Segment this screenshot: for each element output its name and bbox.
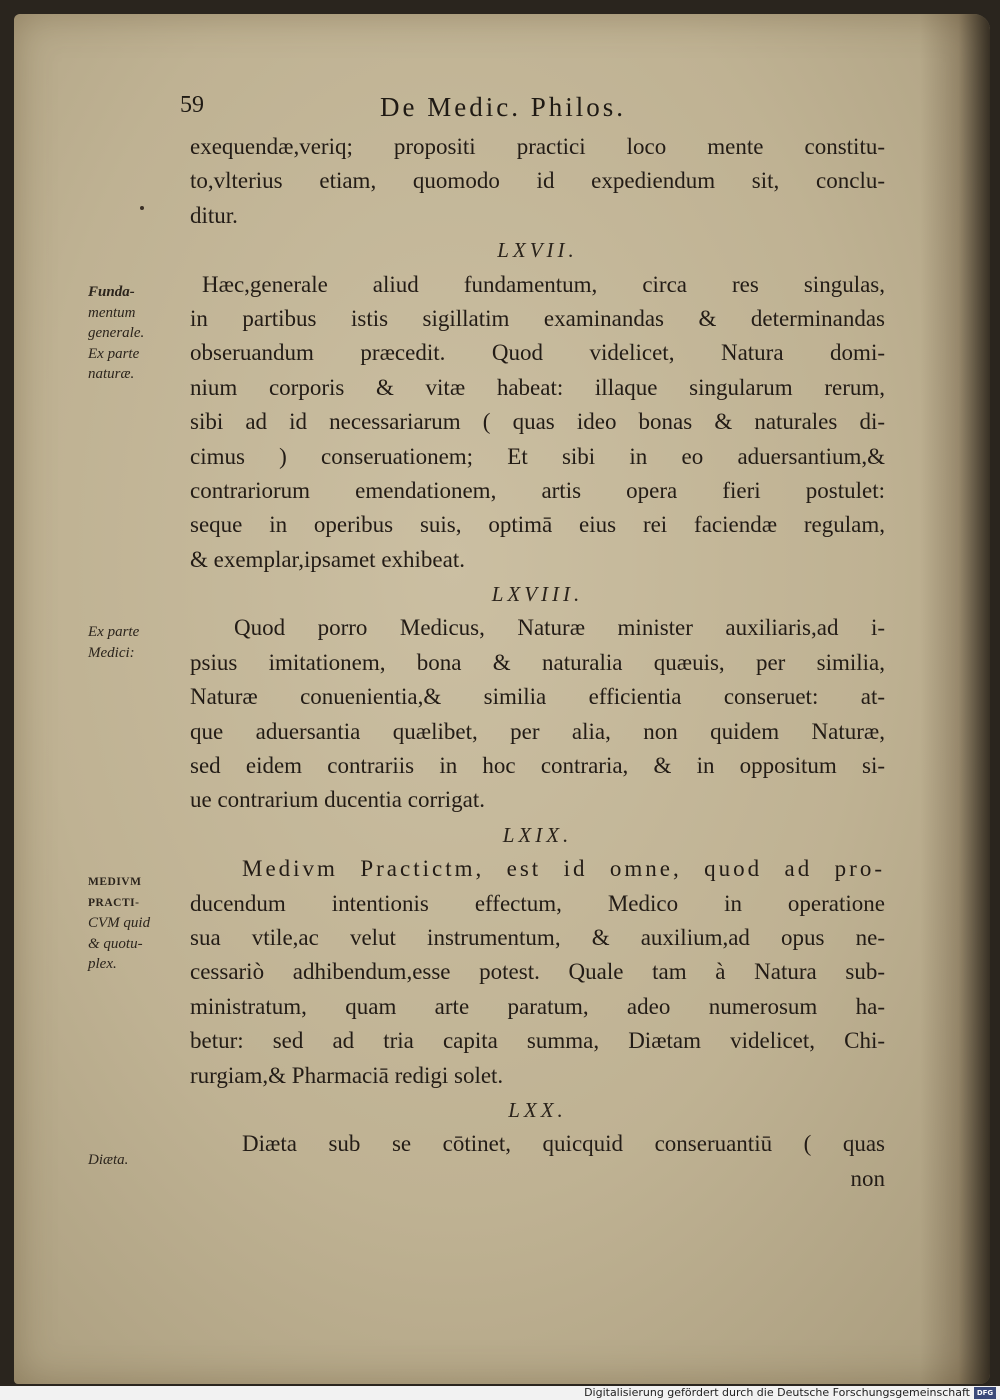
text-line: seque in operibus suis, optimā eius rei faciendæ regulam, <box>190 512 885 538</box>
marginal-note <box>88 872 188 975</box>
note-line: CVM quid <box>88 915 151 931</box>
footer-bar <box>0 1386 1000 1400</box>
page-gutter-shadow <box>920 14 990 1384</box>
section-number: LXVIII. <box>491 582 584 607</box>
text-line: Quod porro Medicus, Naturæ minister auxiliaris,ad i- <box>234 615 885 641</box>
note-line: & quotu- <box>88 935 143 952</box>
text-line: sua vtile,ac velut instrumentum, & auxilium,ad opus ne- <box>190 924 885 950</box>
text-line: cessariò adhibendum,esse potest. Quale tam à Natura sub- <box>190 959 885 985</box>
text-line: ditur. <box>190 202 238 228</box>
funding-credit: Digitalisierung gefördert durch die Deutsche Forschungsgemeinschaft <box>584 1386 970 1399</box>
text-line: Diæta sub se cōtinet, quicquid conseruantiū ( quas <box>242 1131 885 1157</box>
note-line: plex. <box>88 956 117 972</box>
note-line: Ex parte <box>88 345 140 362</box>
text-line: exequendæ,veriq; propositi practici loco mente constitu- <box>190 134 885 159</box>
text-line: ministratum, quam arte paratum, adeo numerosum ha- <box>190 993 885 1019</box>
text-line: betur: sed ad tria capita summa, Diætam videlicet, Chi- <box>190 1028 885 1054</box>
note-line: Funda- <box>88 284 135 300</box>
note-line: Ex parte <box>88 624 140 640</box>
section-number: LXX. <box>508 1097 567 1122</box>
marginal-note <box>88 1150 188 1171</box>
text-line: nium corporis & vitæ habeat: illaque singularum rerum, <box>190 374 885 400</box>
text-line: psius imitationem, bona & naturalia quæuis, per similia, <box>190 649 885 675</box>
main-text <box>190 130 885 1196</box>
dfg-logo-icon: DFG <box>974 1387 996 1399</box>
text-line: que aduersantia quælibet, per alia, non quidem Naturæ, <box>190 718 885 744</box>
text-line: & exemplar,ipsamet exhibeat. <box>190 546 465 572</box>
text-line: sed eidem contrariis in hoc contraria, & in oppositum si- <box>190 753 885 779</box>
text-line: cimus ) conseruationem; Et sibi in eo aduersantium,& <box>190 443 885 469</box>
note-line: naturæ. <box>88 366 135 382</box>
marginal-note <box>88 622 188 663</box>
marginal-note <box>88 282 188 385</box>
note-line: Diæta. <box>88 1152 129 1168</box>
text-line: sibi ad id necessariarum ( quas ideo bonas & naturales di- <box>190 409 885 435</box>
note-line: PRACTI- <box>88 896 140 909</box>
note-line: mentum <box>88 304 136 321</box>
section-number: LXVII. <box>497 238 578 263</box>
margin-ink-dot <box>140 206 144 210</box>
running-head <box>0 92 1000 132</box>
text-line: contrariorum emendationem, artis opera fieri postulet: <box>190 477 885 503</box>
catchword: non <box>850 1165 885 1191</box>
text-line: obseruandum præcedit. Quod videlicet, Natura domi- <box>190 340 885 366</box>
note-line: generale. <box>88 325 145 341</box>
text-line: ue contrarium ducentia corrigat. <box>190 787 486 813</box>
text-line: to,vlterius etiam, quomodo id expediendum sit, conclu- <box>190 168 885 194</box>
text-line: Hæc,generale aliud fundamentum, circa res singulas, <box>202 271 885 297</box>
note-line: MEDIVM <box>88 876 142 888</box>
page-number: 59 <box>180 92 204 118</box>
text-line: ducendum intentionis effectum, Medico in operatione <box>190 890 885 916</box>
text-line: rurgiam,& Pharmaciā redigi solet. <box>190 1062 504 1088</box>
running-title: De Medic. Philos. <box>380 92 626 122</box>
note-line: Medici: <box>88 644 135 661</box>
text-line: in partibus istis sigillatim examinandas & determinandas <box>190 305 885 331</box>
section-number: LXIX. <box>502 822 573 847</box>
text-line: Naturæ conuenientia,& similia efficientia conseruet: at- <box>190 684 885 710</box>
text-line: Medivm Practictm, est id omne, quod ad pro- <box>242 856 885 882</box>
